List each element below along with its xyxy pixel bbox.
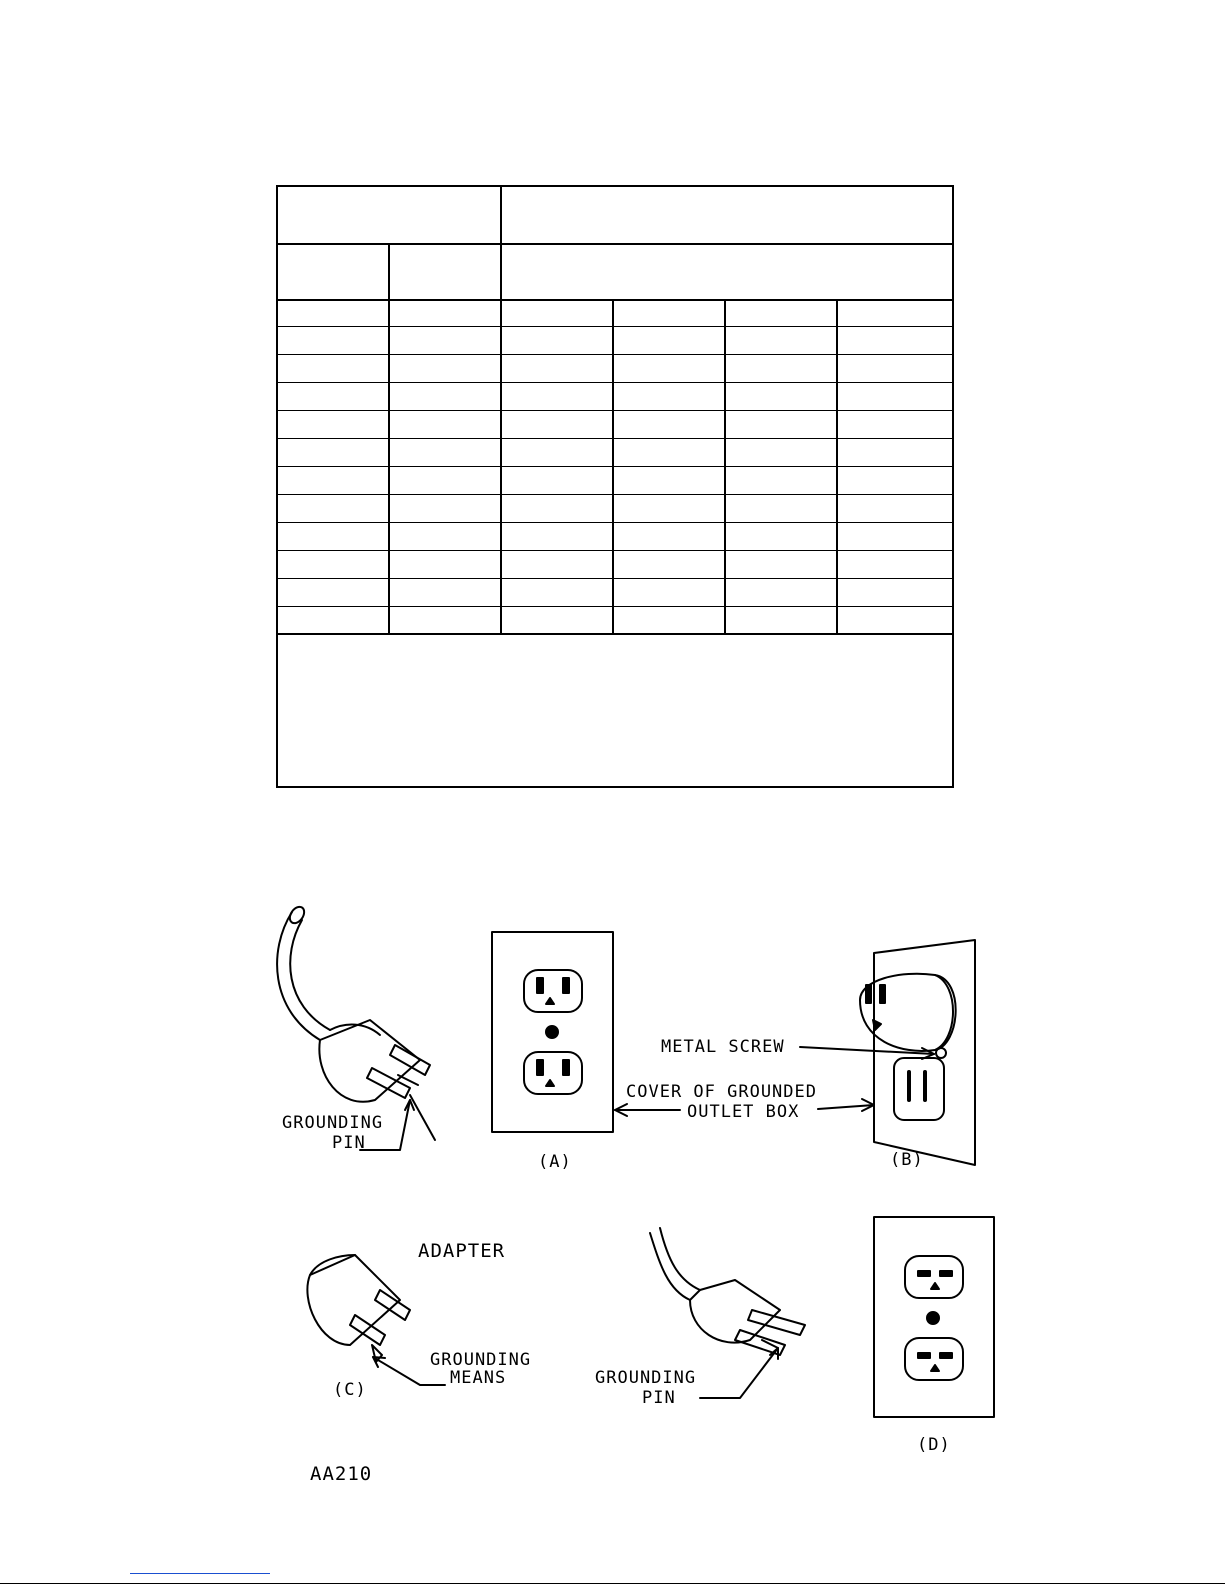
footer-link-underline[interactable] [130, 1573, 270, 1574]
grounding-pin-label: PIN [642, 1388, 676, 1408]
pointer-line [410, 1095, 435, 1140]
adapter-icon [307, 1255, 410, 1362]
outlet-a-icon [492, 932, 613, 1132]
figure-id: AA210 [310, 1463, 373, 1485]
grounded-plug-icon [277, 904, 430, 1102]
outlet-box-label: OUTLET BOX [687, 1102, 800, 1122]
caption-c: (C) [333, 1380, 367, 1400]
caption-a: (A) [538, 1152, 572, 1172]
adapter-label: ADAPTER [418, 1240, 506, 1262]
grounding-means-label: GROUNDING [430, 1350, 532, 1370]
metal-screw-label: METAL SCREW [661, 1037, 785, 1057]
grounding-pin-label: GROUNDING [595, 1368, 697, 1388]
grounding-pin-label: GROUNDING [282, 1113, 384, 1133]
cover-label: COVER OF GROUNDED [626, 1082, 817, 1102]
grounding-pin-label: PIN [332, 1133, 366, 1153]
caption-d: (D) [917, 1435, 951, 1455]
page-bottom-rule [0, 1583, 1225, 1584]
grounded-plug-icon [650, 1228, 805, 1355]
caption-b: (B) [890, 1150, 924, 1170]
outlet-d-icon [874, 1217, 994, 1417]
grounding-means-label: MEANS [450, 1368, 507, 1388]
